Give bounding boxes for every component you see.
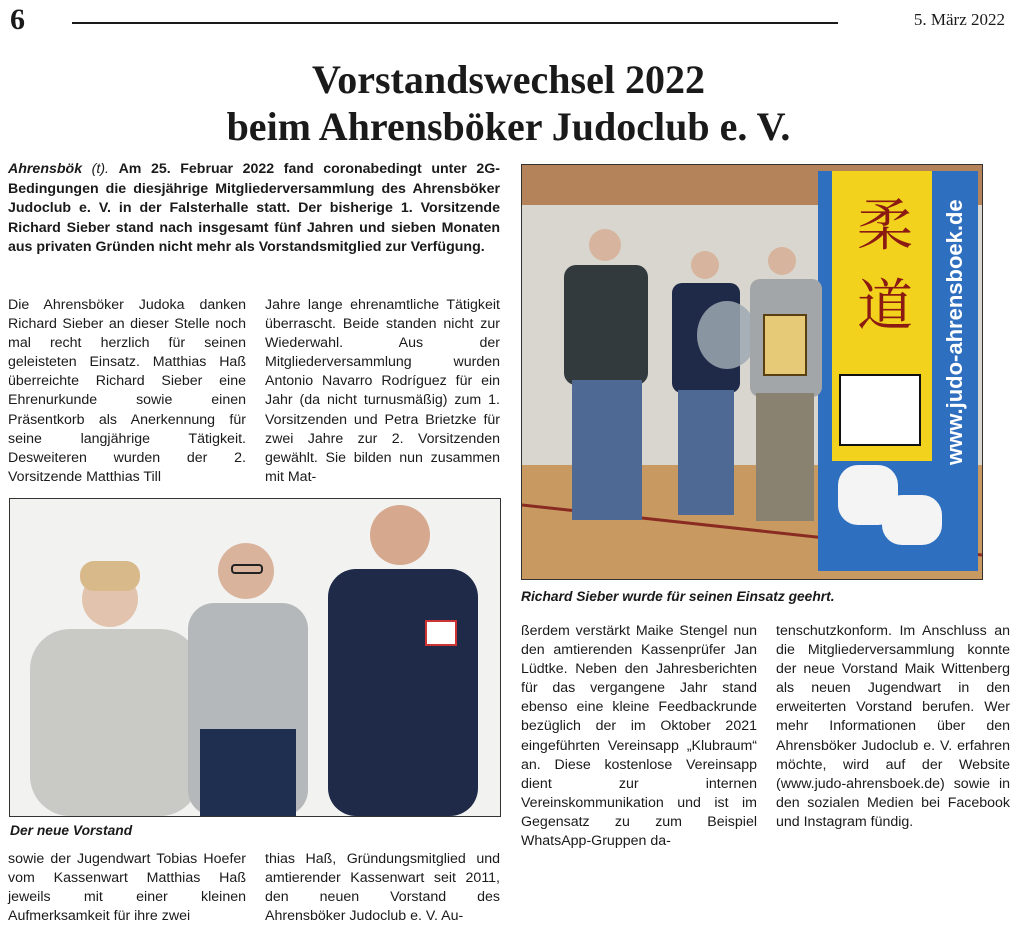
page-number: 6 xyxy=(10,3,25,36)
article-headline xyxy=(0,56,1017,150)
person-2-head xyxy=(691,251,719,279)
author-tag: (t). xyxy=(82,161,119,177)
photo-new-board-image xyxy=(10,499,500,816)
photo-new-board xyxy=(9,498,501,817)
honor-certificate xyxy=(764,315,806,375)
banner-kanji-1: 柔 xyxy=(857,194,913,259)
man-2-head xyxy=(370,505,430,565)
man-1-jeans xyxy=(200,729,296,816)
person-3-trousers xyxy=(756,393,814,521)
dateline-place: Ahrensbök xyxy=(8,161,83,177)
banner-url-text: www.judo-ahrensboek.de xyxy=(942,199,967,465)
caption-top-photo: Richard Sieber wurde für seinen Einsatz geehrt. xyxy=(521,589,835,604)
person-3-head xyxy=(768,247,796,275)
lead-text: Am 25. Februar 2022 fand coronabedingt unter 2G-Bedingungen die diesjährige Mitgliederversammlung des Ahrensböker Judoclub e. V. in der Falsterhalle statt. Der bisherige 1. Vorsitzende Richard Sieber stand nach insgesamt fünf Jahren und sieben Monaten aus privaten Gründen nicht mehr als Vorstandsmitglied zur Verfügung. xyxy=(8,161,501,255)
club-badge xyxy=(426,621,456,645)
body-column-2-top: Jahre lange ehrenamtliche Tätigkeit überrascht. Beide standen nicht zur Wiederwahl. Aus der Mitgliederversammlung wurden Antonio Navarro Rodríguez für ein Jahr (da nicht turnusmäßig) zum 1. Vorsitzenden und Petra Brietzke für zwei Jahre zur 2. Vorsitzenden gewählt. Sie bilden nun zusammen mit Mat- xyxy=(265,297,500,485)
gift-basket xyxy=(697,301,757,369)
caption-bottom-photo: Der neue Vorstand xyxy=(10,823,133,838)
headline-line-2: beim Ahrensböker Judoclub e. V. xyxy=(226,104,791,149)
body-column-4: tenschutzkonform. Im Anschluss an die Mitgliederversammlung konnte der neue Vorstand Maik Wittenberg als neuen Jugendwart in den erweiterten Vorstand berufen. Wer mehr Informationen über den Ahrensböker Judoclub e. V. erfahren möchte, wird auf der Website (www.judo-ahrensboek.de) sowie in den sozialen Medien bei Facebook und Instagram fündig. xyxy=(776,623,1010,830)
banner-dojo-emblem xyxy=(840,375,920,445)
body-column-3: ßerdem verstärkt Maike Stengel nun den amtierenden Kassenprüfer Jan Lüdtke. Neben den Jahresberichten für das vergangene Jahr stand ebenso eine kleine Feedbackrunde bezüglich der im Oktober 2021 eingeführten Vereinsapp „Klubraum“ an. Diese kostenlose Vereinsapp dient zur internen Vereinskommunikation und ist im Gegensatz zu zum Beispiel WhatsApp-Gruppen da- xyxy=(521,623,757,850)
body-column-2-bottom: thias Haß, Gründungsmitglied und amtierender Kassenwart seit 2011, den neuen Vorstand des Ahrensböker Judoclub e. V. Au- xyxy=(265,851,500,925)
photo-honoring xyxy=(521,164,983,580)
person-1-jacket xyxy=(564,265,648,385)
woman-hair xyxy=(80,561,140,591)
banner-kanji-2: 道 xyxy=(857,274,913,339)
woman-sweater xyxy=(30,629,200,816)
issue-date: 5. März 2022 xyxy=(913,10,1005,29)
headline-line-1: Vorstandswechsel 2022 xyxy=(312,57,705,102)
photo-honoring-image xyxy=(522,165,982,579)
body-column-1-bottom: sowie der Jugendwart Tobias Hoefer vom Kassenwart Matthias Haß jeweils mit einer kleinen Aufmerksamkeit für ihre zwei xyxy=(8,851,246,925)
lead-paragraph xyxy=(8,160,500,258)
person-1-jeans xyxy=(572,380,642,520)
person-1-head xyxy=(589,229,621,261)
person-2-jeans xyxy=(678,390,734,515)
man-2-polo xyxy=(328,569,478,816)
banner-judoka-2 xyxy=(882,495,942,545)
header-rule xyxy=(72,22,838,24)
man-1-head xyxy=(218,543,274,599)
body-column-1-top: Die Ahrensböker Judoka danken Richard Sieber an dieser Stelle noch mal recht herzlich für seinen geleisteten Einsatz. Matthias Haß überreichte Richard Sieber eine Ehrenurkunde sowie einen Präsentkorb als Anerkennung für seine langjährige Tätigkeit. Desweiteren wurden der 2. Vorsitzende Matthias Till xyxy=(8,297,246,485)
